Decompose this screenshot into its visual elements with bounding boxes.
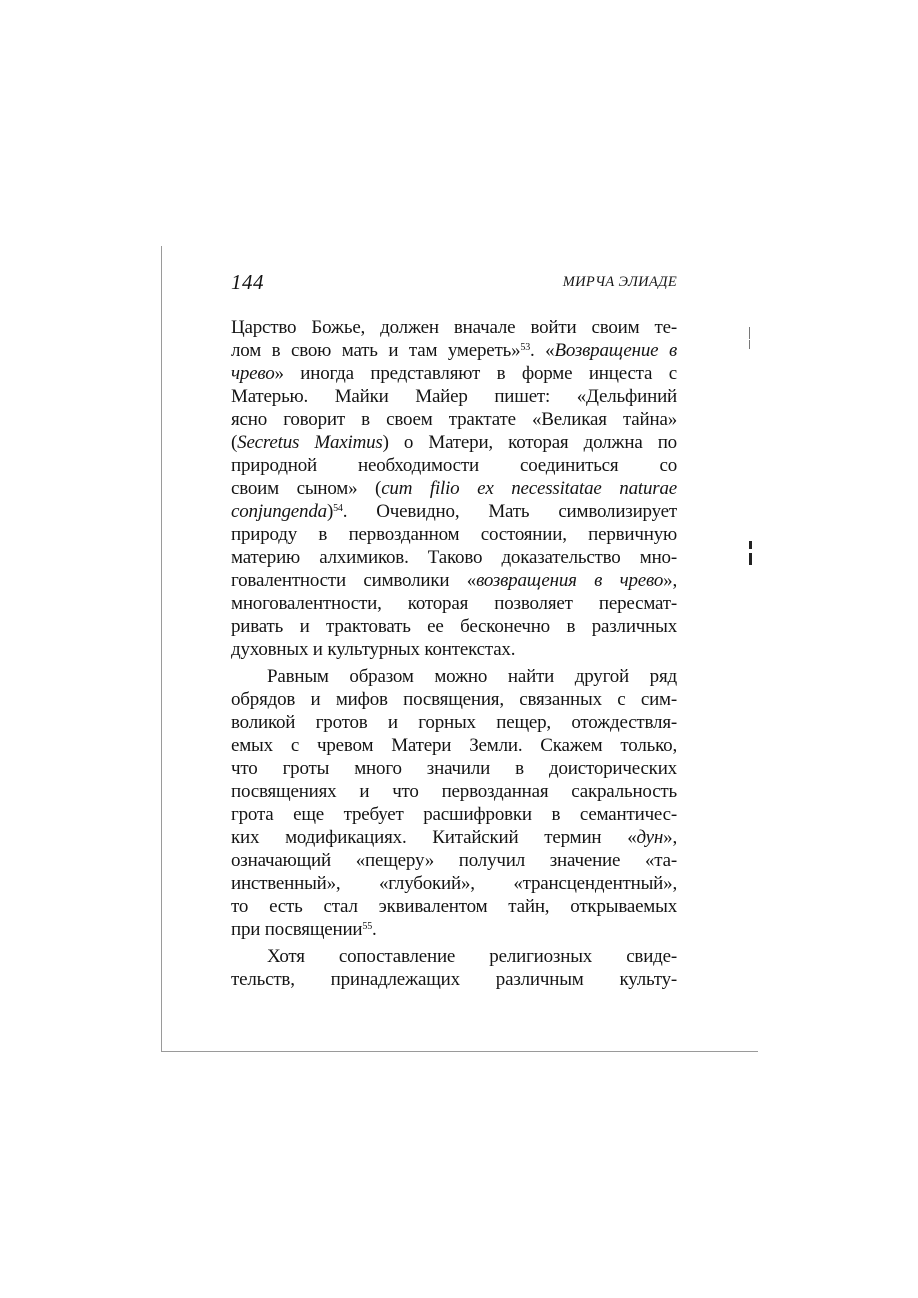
text-line <box>231 339 677 362</box>
text-span: » иногда представляют в форме инцеста с <box>274 363 677 384</box>
italic-span: дун <box>636 827 664 848</box>
text-span: многовалентности, которая позволяет пересмат- <box>231 593 677 614</box>
text-line <box>231 385 677 408</box>
text-line <box>231 362 677 385</box>
footnote-ref: 54 <box>333 503 343 514</box>
text-line <box>231 945 677 968</box>
text-line <box>231 872 677 895</box>
text-span: Равным образом можно найти другой ряд <box>267 666 677 687</box>
text-line <box>231 968 677 991</box>
text-line <box>231 638 677 661</box>
page-header <box>231 270 677 300</box>
text-span: Царство Божье, должен вначале войти своим те- <box>231 317 677 338</box>
text-line <box>231 780 677 803</box>
scan-border-bottom <box>161 1051 758 1052</box>
text-line <box>231 615 677 638</box>
text-span: своим сыном» ( <box>231 478 382 499</box>
text-span: то есть стал эквивалентом тайн, открываемых <box>231 896 677 917</box>
scan-mark <box>749 340 750 349</box>
text-span: ких модификациях. Китайский термин « <box>231 827 637 848</box>
text-span: ( <box>231 432 238 453</box>
text-span: . <box>372 919 377 940</box>
text-span: духовных и культурных контекстах. <box>231 639 516 660</box>
italic-span: возвращения в чрево <box>476 570 664 591</box>
text-span: . « <box>530 340 555 361</box>
footnote-ref: 53 <box>520 342 530 353</box>
italic-span: чрево <box>231 363 275 384</box>
text-line <box>231 665 677 688</box>
text-span: ясно говорит в своем трактате «Великая тайна» <box>231 409 677 430</box>
text-span: лом в свою мать и там умереть» <box>231 340 521 361</box>
italic-span: Возвращение в <box>554 340 677 361</box>
text-line <box>231 523 677 546</box>
text-span: означающий «пещеру» получил значение «та- <box>231 850 677 871</box>
running-head: МИРЧА ЭЛИАДЕ <box>562 274 677 290</box>
text-span: природной необходимости соединиться со <box>231 455 677 476</box>
scan-mark <box>749 327 750 339</box>
text-span: природу в первозданном состоянии, первичную <box>231 524 677 545</box>
text-line <box>231 734 677 757</box>
text-span: . Очевидно, Мать символизирует <box>342 501 677 522</box>
scan-mark <box>749 553 752 565</box>
text-span: », <box>663 827 677 848</box>
text-span: ) <box>326 501 334 522</box>
text-span: Матерью. Майки Майер пишет: «Дельфиний <box>231 386 677 407</box>
text-span: ривать и трактовать ее бесконечно в различных <box>231 616 677 637</box>
text-line <box>231 592 677 615</box>
footnote-ref: 55 <box>362 921 372 932</box>
italic-span: conjungenda <box>231 501 327 522</box>
text-line <box>231 803 677 826</box>
text-span: », <box>663 570 677 591</box>
text-span: тельств, принадлежащих различным культу- <box>231 969 677 990</box>
italic-span: Secretus Maximus <box>237 432 383 453</box>
text-span: грота еще требует расшифровки в семантичес- <box>231 804 677 825</box>
text-line <box>231 826 677 849</box>
text-line <box>231 895 677 918</box>
text-line <box>231 918 677 941</box>
text-span: воликой гротов и горных пещер, отождествля- <box>231 712 677 733</box>
text-span: что гроты много значили в доисторических <box>231 758 677 779</box>
text-line <box>231 431 677 454</box>
text-line <box>231 477 677 500</box>
italic-span: cum filio ex necessitatae naturae <box>381 478 677 499</box>
body-text <box>231 316 677 991</box>
text-line <box>231 569 677 592</box>
text-span: при посвящении <box>231 919 363 940</box>
text-span: посвящениях и что первозданная сакральность <box>231 781 677 802</box>
text-span: ) о Матери, которая должна по <box>382 432 677 453</box>
text-span: емых с чревом Матери Земли. Скажем только, <box>231 735 677 756</box>
text-line <box>231 546 677 569</box>
text-line <box>231 688 677 711</box>
text-line <box>231 849 677 872</box>
text-span: Хотя сопоставление религиозных свиде- <box>267 946 677 967</box>
text-span: говалентности символики « <box>231 570 477 591</box>
text-line <box>231 500 677 523</box>
text-line <box>231 711 677 734</box>
text-span: обрядов и мифов посвящения, связанных с сим- <box>231 689 677 710</box>
page-number: 144 <box>231 270 264 294</box>
scan-mark <box>749 541 752 549</box>
text-span: материю алхимиков. Таково доказательство мно- <box>231 547 677 568</box>
text-line <box>231 316 677 339</box>
text-span: инственный», «глубокий», «трансцендентный», <box>231 873 677 894</box>
scan-border-left <box>161 246 162 1052</box>
text-line <box>231 454 677 477</box>
text-line <box>231 408 677 431</box>
text-line <box>231 757 677 780</box>
